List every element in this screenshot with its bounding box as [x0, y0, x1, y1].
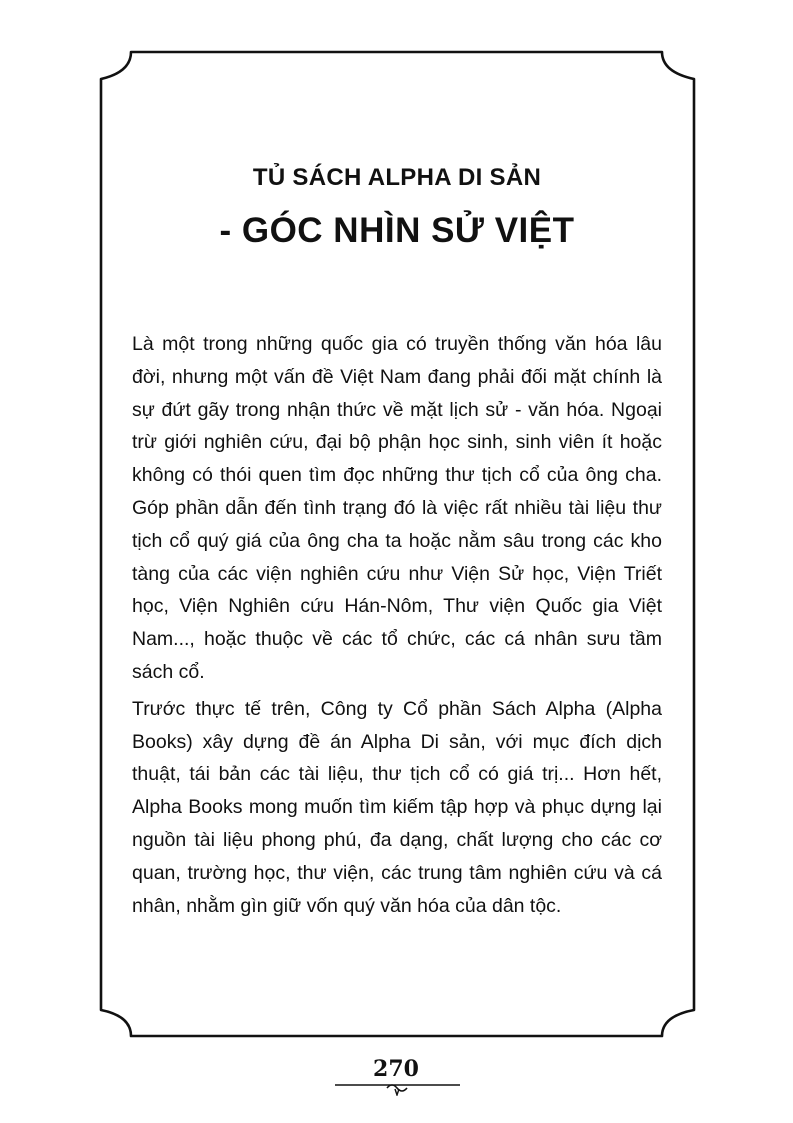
main-title: - GÓC NHÌN SỬ VIỆT: [219, 211, 575, 250]
body-text: [132, 328, 662, 922]
page-number-ornament: [335, 1078, 460, 1096]
paragraph-1: Là một trong những quốc gia có truyền thống văn hóa lâu đời, nhưng một vấn đề Việt Nam đang phải đối mặt chính là sự đứt gãy trong nhận thức về mặt lịch sử - văn hóa. Ngoại trừ giới nghiên cứu, đại bộ phận học sinh, sinh viên ít hoặc không có thói quen tìm đọc những thư tịch cổ của ông cha. Góp phần dẫn đến tình trạng đó là việc rất nhiều tài liệu thư tịch cổ quý giá của ông cha ta hoặc nằm sâu trong các kho tàng của các viện nghiên cứu như Viện Sử học, Viện Triết học, Viện Nghiên cứu Hán-Nôm, Thư viện Quốc gia Việt Nam..., hoặc thuộc về các tổ chức, các cá nhân sưu tầm sách cổ.: [132, 333, 662, 683]
series-title: TỦ SÁCH ALPHA DI SẢN: [252, 164, 542, 191]
page-content: [132, 158, 662, 926]
page-number: 270: [373, 1056, 419, 1082]
paragraph-2: Trước thực tế trên, Công ty Cổ phần Sách Alpha (Alpha Books) xây dựng đề án Alpha Di sản, với mục đích dịch thuật, tái bản các tài liệu, thư tịch cổ có giá trị... Hơn hết, Alpha Books mong muốn tìm kiếm tập hợp và phục dựng lại nguồn tài liệu phong phú, đa dạng, chất lượng cho các cơ quan, trường học, thư viện, các trung tâm nghiên cứu và cá nhân, nhằm gìn giữ vốn quý văn hóa của dân tộc.: [132, 697, 662, 917]
